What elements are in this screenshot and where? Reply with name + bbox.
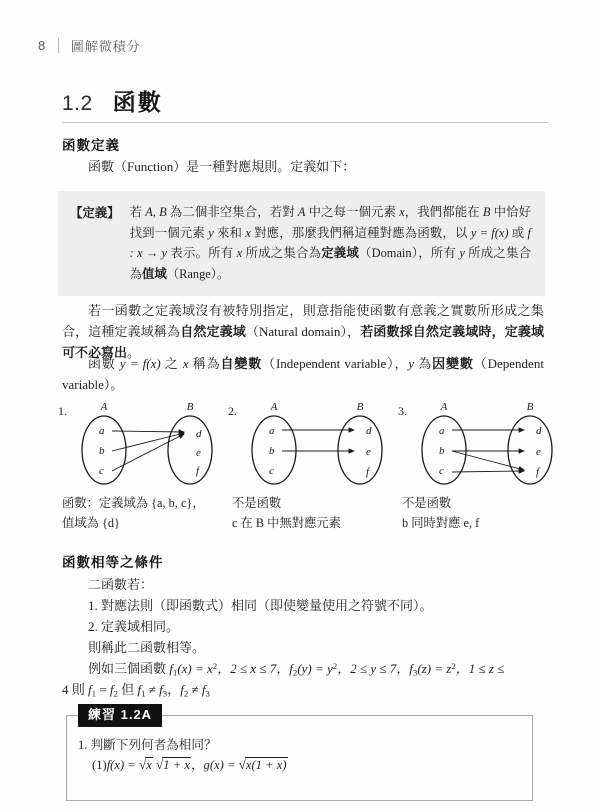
variable-paragraph: 函數 y = f(x) 之 x 稱為自變數（Independent variable），y 為因變數（Dependent variable）。 (62, 356, 544, 393)
svg-text:d: d (196, 428, 202, 440)
definition-box (58, 191, 545, 296)
equal-functions-item-2: 2. 定義域相同。 (88, 619, 180, 634)
mapping-diagram-1 (58, 398, 223, 490)
diagram-3-number: 3. (398, 404, 407, 418)
running-header (38, 36, 141, 55)
natural-domain-paragraph: 若一函數之定義域沒有被特別指定，則意指能使函數有意義之實數所形成之集合，這種定義域稱為自然定義域（Natural domain），若函數採自然定義域時，定義域可不必寫出。 (62, 303, 544, 361)
svg-text:B: B (186, 401, 194, 413)
svg-text:e: e (196, 447, 201, 459)
equal-functions-lead: 二函數若： (88, 577, 154, 592)
diagram-captions (58, 494, 558, 536)
sqrt-x-times-1-plus-x: √x(1 + x) (238, 757, 287, 772)
svg-text:c: c (439, 465, 444, 477)
svg-text:a: a (269, 425, 275, 437)
equal-functions-item-1: 1. 對應法則（即函數式）相同（即使變量使用之符號不同）。 (88, 598, 433, 613)
diagram-2-caption-line1: 不是函數 (232, 496, 282, 510)
svg-text:e: e (536, 446, 541, 458)
section-heading-row (62, 84, 548, 122)
diagram-3-graphic (412, 398, 564, 490)
svg-text:c: c (99, 465, 104, 477)
subheading-equal-functions: 函數相等之條件 (62, 555, 164, 570)
svg-text:B: B (356, 401, 364, 413)
svg-text:f: f (536, 466, 540, 478)
equal-functions-conclusion: 則稱此二函數相等。 (88, 640, 206, 655)
svg-text:b: b (269, 445, 275, 457)
definition-text: 若 A, B 為二個非空集合，若對 A 中之每一個元素 x，我們都能在 B 中恰好找到一個元素 y 來和 x 對應，那麼我們稱這種對應為函數，以 y = f(x) 或 f : x → y 表示。所有 x 所成之集合為定義域（Domain），所有 y 所成之集合為值域（Range）。 (129, 205, 531, 281)
diagram-3-caption (402, 494, 572, 533)
header-divider (58, 38, 59, 53)
diagram-2-number: 2. (228, 404, 237, 418)
section-heading (62, 84, 548, 123)
diagram-3-caption-line2: b 同時對應 e, f (402, 515, 480, 530)
subheading-function-definition: 函數定義 (62, 138, 120, 153)
section-number: 1.2 (62, 92, 93, 115)
svg-text:d: d (366, 425, 372, 437)
equal-functions-example-line1: 例如三個函數 $f_1(x) = x^2$，2 ≤ x ≤ 7，$f_2(y) = y^2$，2 ≤ y ≤ 7，$f_3(z) = z^2$，1 ≤ z ≤ (88, 661, 505, 678)
svg-text:A: A (100, 401, 108, 413)
diagram-2-caption-line2: c 在 B 中無對應元素 (232, 515, 341, 530)
equal-functions-example-line2: 4 則 $f_1 = f_2$ 但 $f_1 \ne f_3$，$f_2 \ne f_3$ (62, 682, 210, 699)
diagram-1-caption-line1: 函數：定義域為 {a, b, c}， (62, 496, 205, 510)
svg-text:c: c (269, 465, 274, 477)
svg-text:b: b (439, 445, 445, 457)
svg-text:d: d (536, 425, 542, 437)
page-number: 8 (38, 38, 46, 53)
svg-text:e: e (366, 446, 371, 458)
diagram-1-number: 1. (58, 404, 67, 418)
svg-text:f: f (196, 465, 200, 477)
exercise-label-tag: 練習 1.2A (78, 704, 162, 727)
definition-intro: 函數（Function）是一種對應規則。定義如下： (88, 159, 356, 174)
diagram-3-caption-line1: 不是函數 (402, 496, 452, 510)
mapping-diagram-3 (398, 398, 563, 490)
book-title: 圖解微積分 (70, 39, 141, 54)
exercise-item-1-sub-a: (1)f(x) = √x √1 + x，g(x) = √x(1 + x) (92, 757, 287, 772)
diagram-2-graphic (242, 398, 394, 490)
section-title: 函數 (112, 89, 163, 115)
definition-tag: 【定義】 (70, 206, 120, 220)
exercise-item-1: 1. 判斷下列何者為相同？ (78, 738, 217, 752)
svg-text:A: A (270, 401, 278, 413)
diagram-2-caption (232, 494, 402, 533)
svg-text:B: B (526, 401, 534, 413)
svg-text:A: A (440, 401, 448, 413)
sqrt-x: √x (138, 757, 152, 772)
diagram-1-caption-line2: 值域為 {d} (62, 515, 120, 530)
svg-text:a: a (439, 425, 445, 437)
diagram-1-caption (62, 494, 232, 533)
svg-text:b: b (99, 445, 105, 457)
sqrt-1-plus-x: √1 + x (155, 757, 190, 772)
svg-text:f: f (366, 466, 370, 478)
svg-text:a: a (99, 425, 105, 437)
section-rule (62, 122, 548, 123)
mapping-diagrams (58, 398, 558, 490)
mapping-diagram-2 (228, 398, 393, 490)
diagram-1-graphic (72, 398, 224, 490)
